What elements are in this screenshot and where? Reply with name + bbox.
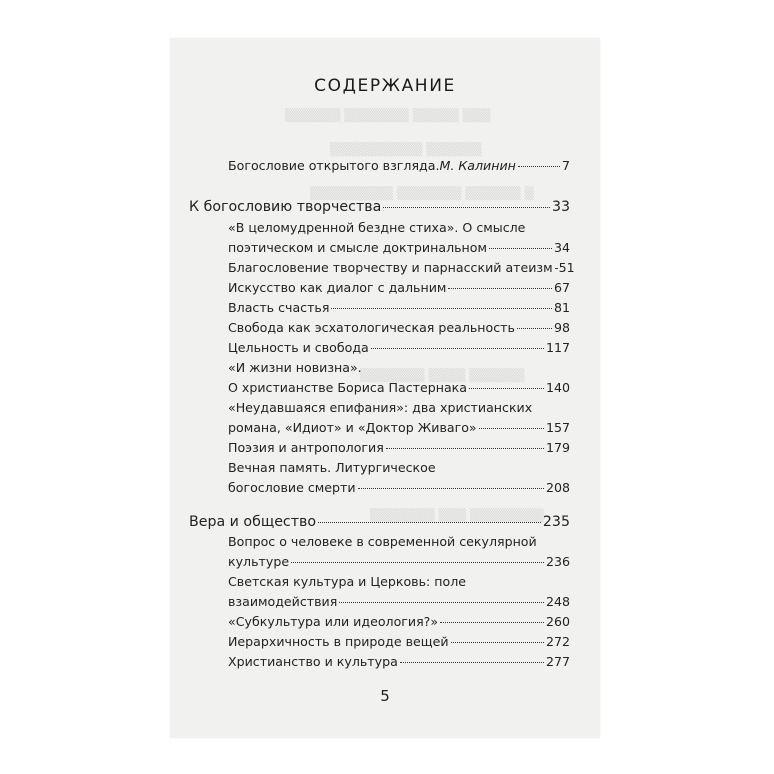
bleed-through-text: ▒▒▒▒▒▒ ▒▒▒▒ ▒▒▒▒▒▒▒ (360, 368, 525, 382)
entry-line: О христианстве Бориса Пастернака (228, 380, 468, 395)
entry-line: «Субкультура или идеология?» (228, 614, 439, 629)
entry-line: «В целомудренной бездне стиха». О смысле (228, 220, 526, 235)
entry-page: 208 (545, 480, 570, 495)
entry-line: «Неудавшаяся епифания»: два христианских (228, 400, 533, 415)
toc-heading: СОДЕРЖАНИЕ (314, 76, 456, 96)
toc-entry[interactable] (228, 338, 570, 358)
dot-leader (555, 268, 557, 269)
dot-leader (383, 207, 550, 208)
dot-leader (358, 488, 544, 489)
dot-leader (371, 348, 544, 349)
entry-page: 81 (553, 300, 570, 315)
entry-page: 157 (545, 420, 570, 435)
dot-leader (318, 522, 541, 523)
entry-title: Богословие открытого взгляда. (228, 158, 440, 173)
toc-entry[interactable] (228, 278, 570, 298)
entry-line: Иерархичность в природе вещей (228, 634, 449, 649)
page-number: 5 (380, 687, 390, 705)
entry-line: Вопрос о человеке в современной секулярной (228, 534, 537, 549)
entry-line: Христианство и культура (228, 654, 398, 669)
dot-leader (489, 248, 552, 249)
entry-line: Благословение творчеству и парнасский атеизм (228, 260, 553, 275)
entry-page: 117 (545, 340, 570, 355)
toc-entry[interactable] (228, 298, 570, 318)
toc-entry[interactable] (228, 532, 570, 572)
dot-leader (469, 388, 544, 389)
entry-page: 51 (558, 260, 575, 275)
entry-line: культуре (228, 554, 290, 569)
toc-entry[interactable] (228, 258, 575, 278)
toc-entry[interactable] (228, 572, 570, 612)
dot-leader (400, 662, 544, 663)
dot-leader (291, 562, 544, 563)
entry-author: М. Калинин (439, 158, 516, 173)
entry-page: 34 (553, 240, 570, 255)
bleed-through-text: ▒▒▒▒▒▒ ▒▒▒▒▒▒▒▒▒▒ (330, 142, 482, 156)
entry-line: «И жизни новизна». (228, 360, 362, 375)
entry-line: Поэзия и антропология (228, 440, 384, 455)
toc-entry[interactable] (228, 652, 570, 672)
entry-line: Свобода как эсхатологическая реальность (228, 320, 515, 335)
entry-line: Цельность и свобода (228, 340, 369, 355)
entry-page: 98 (553, 320, 570, 335)
entry-line: Власть счастья (228, 300, 330, 315)
dot-leader (386, 448, 544, 449)
entry-page: 7 (561, 158, 570, 173)
dot-leader (440, 622, 544, 623)
dot-leader (448, 288, 552, 289)
entry-line: Вечная память. Литургическое (228, 460, 436, 475)
entry-line: богословие смерти (228, 480, 356, 495)
bleed-through-text: ▒ ▒▒▒▒▒▒ ▒▒▒▒▒▒▒ ▒▒▒▒▒▒▒▒▒ (310, 186, 534, 200)
entry-line: взаимодействия (228, 594, 338, 609)
dot-leader (479, 428, 544, 429)
toc-entry-intro[interactable] (228, 156, 570, 176)
toc-section[interactable] (189, 197, 570, 217)
entry-page: 140 (545, 380, 570, 395)
toc-entry[interactable] (228, 318, 570, 338)
section-page: 33 (551, 199, 570, 215)
entry-line: поэтическом и смысле доктринальном (228, 240, 487, 255)
bleed-through-text: ▒▒▒ ▒▒▒▒▒ ▒▒▒▒▒▒▒ ▒▒▒▒▒▒ (285, 108, 491, 122)
entry-line: Искусство как диалог с дальним (228, 280, 447, 295)
toc-entry[interactable] (228, 398, 570, 438)
bleed-through-text: ▒▒▒▒▒▒▒▒ ▒▒▒ ▒▒▒▒▒▒▒ (370, 508, 544, 522)
toc-entry[interactable] (228, 358, 570, 398)
toc-entry[interactable] (228, 458, 570, 498)
dot-leader (331, 308, 552, 309)
entry-line: Светская культура и Церковь: поле (228, 574, 467, 589)
dot-leader (451, 642, 544, 643)
toc-entry[interactable] (228, 612, 570, 632)
toc-entry[interactable] (228, 438, 570, 458)
section-title: К богословию творчества (189, 199, 382, 215)
entry-page: 236 (545, 554, 570, 569)
section-page: 235 (542, 514, 570, 530)
toc-entry[interactable] (228, 218, 570, 258)
toc-entry[interactable] (228, 632, 570, 652)
dot-leader (339, 602, 544, 603)
section-title: Вера и общество (189, 514, 317, 530)
entry-page: 277 (545, 654, 570, 669)
entry-page: 248 (545, 594, 570, 609)
dot-leader (518, 166, 560, 167)
entry-page: 67 (553, 280, 570, 295)
toc-section[interactable] (189, 512, 570, 532)
entry-page: 260 (545, 614, 570, 629)
book-page (170, 38, 600, 738)
entry-page: 179 (545, 440, 570, 455)
entry-page: 272 (545, 634, 570, 649)
dot-leader (517, 328, 552, 329)
entry-line: романа, «Идиот» и «Доктор Живаго» (228, 420, 477, 435)
